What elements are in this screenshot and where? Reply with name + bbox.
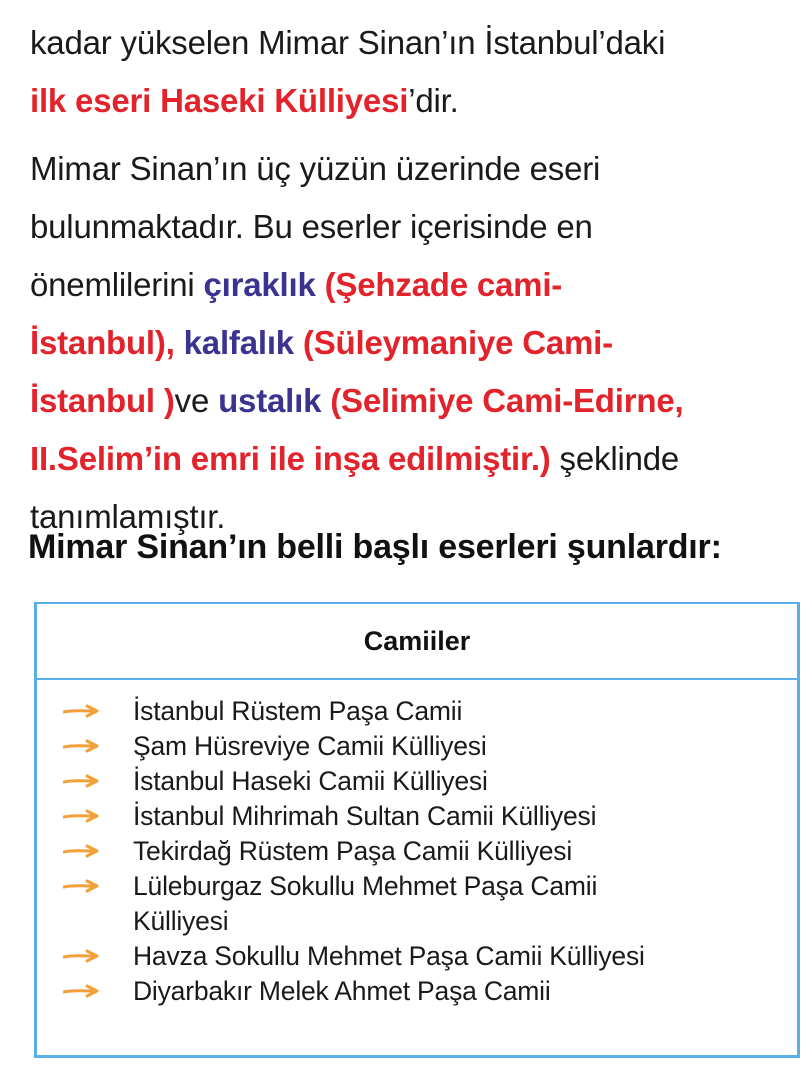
intro-line-1: kadar yükselen Mimar Sinan’ın İstanbul’daki	[30, 24, 666, 61]
orange-arrow-icon	[63, 984, 101, 998]
list-item-text: İstanbul Haseki Camii Külliyesi	[133, 766, 488, 796]
list-item-text: Lüleburgaz Sokullu Mehmet Paşa Camii	[133, 871, 598, 901]
body-line-6	[30, 430, 800, 488]
work-suleymaniye: (Süleymaniye Cami-	[293, 324, 613, 361]
body-line-5-text: ve	[174, 382, 219, 419]
list-item	[37, 799, 797, 834]
highlight-first-work: ilk eseri Haseki Külliyesi	[30, 82, 409, 119]
list-item	[37, 694, 797, 729]
list-item-text: Havza Sokullu Mehmet Paşa Camii Külliyesi	[133, 941, 645, 971]
list-item	[37, 834, 797, 869]
list-item-text: İstanbul Rüstem Paşa Camii	[133, 696, 463, 726]
list-item	[37, 764, 797, 799]
intro-paragraph	[30, 14, 800, 130]
orange-arrow-icon	[63, 879, 101, 893]
body-line-5	[30, 372, 800, 430]
work-selimiye-note: II.Selim’in emri ile inşa edilmiştir.)	[30, 440, 551, 477]
table-header: Camiiler	[37, 604, 797, 680]
body-paragraph	[30, 140, 800, 546]
list-item-continuation	[37, 904, 797, 939]
term-master: ustalık	[218, 382, 322, 419]
body-line-1: Mimar Sinan’ın üç yüzün üzerinde eseri	[30, 150, 601, 187]
orange-arrow-icon	[63, 809, 101, 823]
orange-arrow-icon	[63, 704, 101, 718]
work-sehzade-city: İstanbul),	[30, 324, 175, 361]
list-item-text: Diyarbakır Melek Ahmet Paşa Camii	[133, 976, 551, 1006]
body-line-7: tanımlamıştır.	[30, 498, 226, 535]
orange-arrow-icon	[63, 774, 101, 788]
body-line-3-text: önemlilerini	[30, 266, 204, 303]
list-item-text: İstanbul Mihrimah Sultan Camii Külliyesi	[133, 801, 597, 831]
term-apprentice: çıraklık	[203, 266, 316, 303]
term-journeyman: kalfalık	[174, 324, 294, 361]
list-item	[37, 869, 797, 904]
intro-line-2-suffix: ’dir.	[408, 82, 459, 119]
mosques-table	[34, 602, 800, 1058]
work-sehzade: (Şehzade cami-	[315, 266, 563, 303]
work-suleymaniye-city: İstanbul )	[30, 382, 175, 419]
list-item	[37, 939, 797, 974]
body-line-2: bulunmaktadır. Bu eserler içerisinde en	[30, 208, 593, 245]
list-item-text: Tekirdağ Rüstem Paşa Camii Külliyesi	[133, 836, 573, 866]
mosque-list	[37, 694, 797, 1009]
list-item-text: Külliyesi	[133, 906, 229, 936]
work-selimiye: (Selimiye Cami-Edirne,	[321, 382, 684, 419]
body-line-3	[30, 256, 800, 314]
orange-arrow-icon	[63, 739, 101, 753]
intro-line-2	[30, 72, 800, 130]
body-line-4	[30, 314, 800, 372]
section-heading: Mimar Sinan’ın belli başlı eserleri şunlardır:	[28, 528, 722, 566]
orange-arrow-icon	[63, 949, 101, 963]
orange-arrow-icon	[63, 844, 101, 858]
list-item-text: Şam Hüsreviye Camii Külliyesi	[133, 731, 487, 761]
list-item	[37, 974, 797, 1009]
list-item	[37, 729, 797, 764]
body-line-6-text: şeklinde	[550, 440, 680, 477]
